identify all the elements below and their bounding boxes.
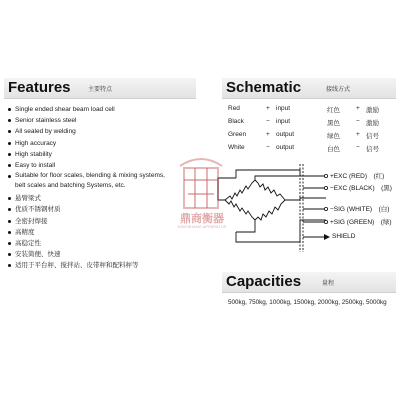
wire-role-cn: 激励 (366, 107, 379, 114)
wire-role-en: output (276, 131, 295, 138)
wire-color-en: Green (228, 131, 247, 138)
bridge-top-wire (236, 170, 326, 178)
feature-item: 高精度 (8, 227, 198, 238)
wire-role-cn: 激励 (366, 120, 379, 127)
wire-color-cn: 绿色 (327, 133, 340, 140)
bridge-arm-br (255, 200, 285, 220)
wire-sign: − (266, 144, 270, 151)
bridge-node-bottom (236, 220, 255, 232)
capacities-subtitle: 量程 (322, 281, 335, 287)
wire-color-en: White (228, 144, 245, 151)
feature-item: Easy to install (8, 160, 198, 171)
wire-role-en: input (276, 118, 291, 125)
wire-sign-cn: − (356, 118, 360, 125)
wire-color-en: Black (228, 118, 244, 125)
wire-color-cn: 白色 (327, 146, 340, 153)
wire-color-en: Red (228, 105, 240, 112)
wire-sign: + (266, 131, 270, 138)
shield-arrow-icon (324, 234, 330, 240)
signal-exc-neg: −EXC (BLACK) (黑) (330, 185, 392, 192)
feature-item: 悬臂梁式 (8, 193, 198, 204)
feature-item: High accuracy (8, 138, 198, 149)
bridge-bottom-wire (236, 220, 326, 242)
bridge-circuit (218, 164, 326, 252)
signal-shield: SHIELD (332, 233, 356, 240)
schematic-header (222, 78, 396, 98)
signal-exc-pos: +EXC (RED) (红) (330, 173, 385, 180)
features-divider (4, 98, 196, 99)
wire-sign-cn: + (356, 105, 360, 112)
bridge-arm-tr (255, 180, 285, 200)
terminal-markers (324, 174, 327, 223)
capacities-title: Capacities (226, 273, 302, 290)
schematic-divider (222, 98, 396, 99)
feature-item: Senior stainless steel (8, 115, 198, 126)
wire-role-en: input (276, 105, 291, 112)
bridge-node-top (255, 176, 300, 180)
feature-item: 全密封焊接 (8, 216, 198, 227)
wire-sign-cn: + (356, 131, 360, 138)
feature-item: Suitable for floor scales, blending & mixing systems, belt scales and batching Systems, etc. (8, 171, 175, 191)
wire-sign-cn: − (356, 144, 360, 151)
feature-item: Single ended shear beam load cell (8, 104, 198, 115)
watermark-text: 鼎商衡器 (180, 213, 224, 225)
features-list (8, 104, 198, 272)
features-header (4, 78, 196, 98)
wire-sign: − (266, 118, 270, 125)
feature-item: 安装简便、快速 (8, 249, 198, 260)
feature-item: All sealed by welding (8, 126, 198, 137)
bridge-arm-tl (225, 180, 255, 200)
feature-item: 优质不锈钢材质 (8, 204, 198, 215)
feature-item: 适用于平台秤、搅拌站、皮带秤和配料秤等 (8, 260, 198, 271)
wire-color-cn: 黑色 (327, 120, 340, 127)
signal-sig-pos: +SIG (GREEN) (绿) (330, 219, 392, 226)
capacities-values: 500kg, 750kg, 1000kg, 1500kg, 2000kg, 2500kg, 5000kg (228, 299, 387, 306)
bridge-node-right (285, 198, 326, 200)
wire-role-cn: 信号 (366, 146, 379, 153)
wire-role-en: output (276, 144, 295, 151)
watermark-subtext: DINGSHANG APPARATUS (177, 224, 227, 229)
capacities-header (222, 272, 396, 292)
capacities-divider (222, 292, 396, 293)
signal-sig-neg: −SIG (WHITE) (白) (330, 206, 390, 213)
schematic-subtitle: 接线方式 (326, 87, 351, 93)
features-subtitle: 主要特点 (88, 87, 113, 93)
wire-sign: + (266, 105, 270, 112)
feature-item: 高稳定性 (8, 238, 198, 249)
schematic-title: Schematic (226, 79, 302, 96)
wire-role-cn: 信号 (366, 133, 379, 140)
features-title: Features (8, 79, 71, 96)
wire-color-cn: 红色 (327, 107, 340, 114)
feature-item: High stability (8, 149, 198, 160)
